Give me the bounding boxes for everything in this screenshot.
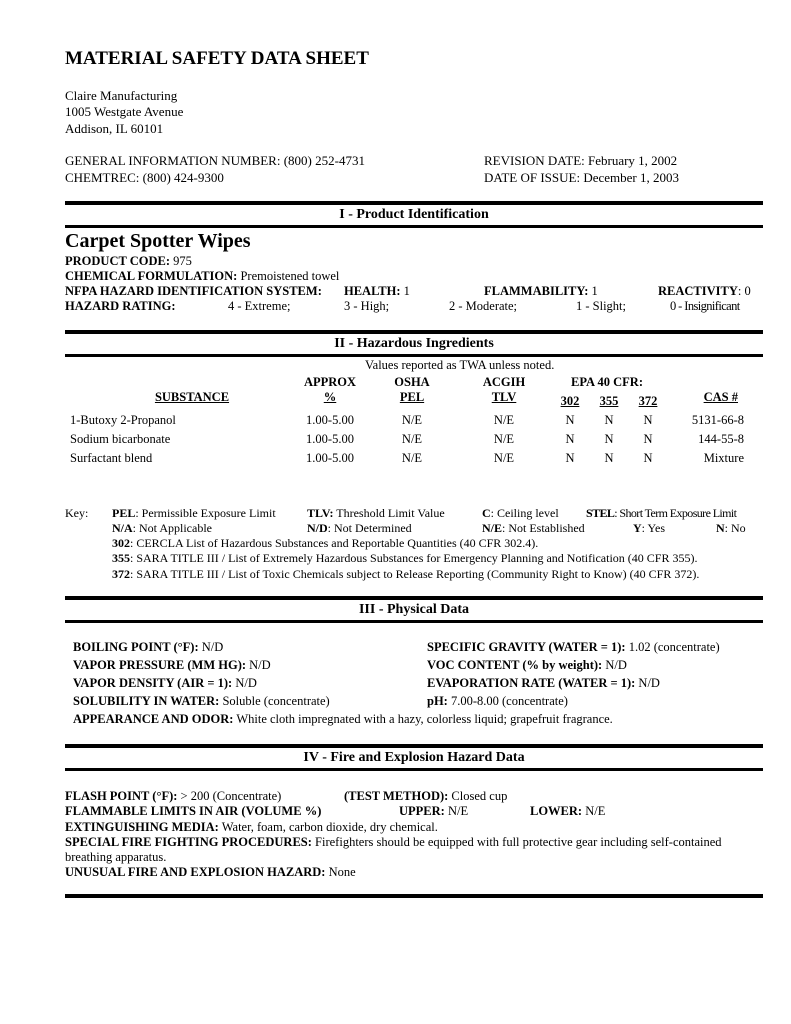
reactivity-value: : 0 — [737, 284, 751, 298]
product-code-label: PRODUCT CODE: — [65, 254, 170, 268]
hazard-rating-extreme: 4 - Extreme; — [228, 299, 291, 313]
upper-limit — [399, 804, 468, 819]
appearance-label: APPEARANCE AND ODOR: — [73, 712, 234, 726]
row-substance: 1-Butoxy 2-Propanol — [70, 413, 176, 427]
key-na-abbr: N/A — [112, 521, 133, 535]
flash-point — [65, 789, 281, 804]
revision-date: REVISION DATE: February 1, 2002 — [484, 153, 678, 168]
section-divider — [65, 620, 763, 623]
lower-limit — [530, 804, 605, 819]
company-city: Addison, IL 60101 — [65, 121, 164, 136]
row-approx: 1.00-5.00 — [306, 413, 354, 427]
twa-note: Values reported as TWA unless noted. — [365, 358, 555, 372]
row-302: N — [565, 451, 575, 465]
document-title: MATERIAL SAFETY DATA SHEET — [65, 48, 369, 69]
key-c-abbr: C — [482, 506, 491, 520]
special-procedures-continued: breathing apparatus. — [65, 850, 167, 864]
row-approx: 1.00-5.00 — [306, 432, 354, 446]
row-302: N — [565, 432, 575, 446]
row-acgih: N/E — [493, 451, 515, 465]
date-of-issue: DATE OF ISSUE: December 1, 2003 — [484, 170, 679, 185]
flammability-value: 1 — [591, 284, 598, 298]
key-y-text: : Yes — [641, 521, 666, 535]
key-355 — [112, 551, 697, 566]
key-n-abbr: N — [716, 521, 725, 535]
ph-label: pH: — [427, 694, 448, 708]
extinguishing-media — [65, 820, 438, 835]
flash-point-value: > 200 (Concentrate) — [177, 789, 282, 803]
formulation-label: CHEMICAL FORMULATION: — [65, 269, 238, 283]
lower-limit-value: N/E — [582, 804, 606, 818]
vapor-pressure-label: VAPOR PRESSURE (MM HG): — [73, 658, 247, 672]
general-info-number: GENERAL INFORMATION NUMBER: (800) 252-4731 — [65, 153, 365, 168]
voc-content — [427, 658, 627, 673]
hazard-rating-moderate: 2 - Moderate; — [449, 299, 518, 313]
key-no — [716, 521, 746, 536]
section-divider — [65, 201, 763, 205]
evaporation-rate-label: EVAPORATION RATE (WATER = 1): — [427, 676, 636, 690]
section-heading-product-identification: I - Product Identification — [339, 207, 489, 222]
row-cas: 5131-66-8 — [691, 413, 744, 427]
key-tlv-abbr: TLV: — [307, 506, 334, 520]
row-substance: Surfactant blend — [70, 451, 153, 465]
key-ceiling — [482, 506, 559, 521]
row-355: N — [604, 432, 614, 446]
specific-gravity-value: 1.02 (concentrate) — [625, 640, 720, 654]
test-method-value: Closed cup — [448, 789, 508, 803]
solubility-label: SOLUBILITY IN WATER: — [73, 694, 220, 708]
key-355-abbr: 355 — [112, 551, 130, 565]
test-method-label: (TEST METHOD): — [344, 789, 449, 803]
key-302-text: : CERCLA List of Hazardous Substances and Reportable Quantities (40 CFR 302.4). — [130, 536, 539, 550]
key-c-text: : Ceiling level — [490, 506, 559, 520]
health-value: 1 — [403, 284, 410, 298]
row-372: N — [643, 413, 653, 427]
section-heading-physical-data: III - Physical Data — [358, 602, 470, 617]
section-divider — [65, 768, 763, 771]
header-osha: OSHA — [394, 375, 430, 389]
product-name: Carpet Spotter Wipes — [65, 230, 251, 252]
key-372-abbr: 372 — [112, 567, 130, 581]
hazard-rating-insignificant: 0 - Insignificant — [670, 299, 740, 313]
boiling-point — [73, 640, 223, 655]
row-302: N — [565, 413, 575, 427]
section-divider — [65, 596, 763, 600]
header-cas: CAS # — [703, 390, 738, 404]
appearance-value: White cloth impregnated with a hazy, colorless liquid; grapefruit fragrance. — [233, 712, 613, 726]
row-acgih: N/E — [493, 432, 515, 446]
key-label: Key: — [65, 506, 89, 520]
chemtrec-number: CHEMTREC: (800) 424-9300 — [65, 170, 224, 185]
header-substance: SUBSTANCE — [154, 390, 230, 404]
key-yes — [633, 521, 665, 536]
evaporation-rate-value: N/D — [635, 676, 660, 690]
key-372-text: : SARA TITLE III / List of Toxic Chemicals subject to Release Reporting (Community Right to Know) (40 CFR 372). — [130, 567, 700, 581]
company-street: 1005 Westgate Avenue — [65, 104, 184, 119]
health-rating — [344, 284, 410, 299]
key-n-text: : No — [724, 521, 746, 535]
product-code-value: 975 — [173, 254, 192, 268]
row-osha: N/E — [401, 451, 423, 465]
header-epa-372: 372 — [638, 394, 658, 408]
row-372: N — [643, 432, 653, 446]
special-procedures-value: Firefighters should be equipped with full protective gear including self-contained — [311, 835, 722, 849]
product-code-line — [65, 254, 192, 269]
section-heading-hazardous-ingredients: II - Hazardous Ingredients — [334, 336, 494, 351]
key-302 — [112, 536, 538, 551]
solubility — [73, 694, 330, 709]
upper-limit-value: N/E — [444, 804, 469, 818]
lower-limit-label: LOWER: — [530, 804, 583, 818]
row-355: N — [604, 451, 614, 465]
row-osha: N/E — [401, 413, 423, 427]
section-divider — [65, 894, 763, 898]
row-cas: Mixture — [703, 451, 744, 465]
ph-text: 7.00-8.00 (concentrate) — [447, 694, 568, 708]
vapor-density-value: N/D — [232, 676, 257, 690]
row-372: N — [643, 451, 653, 465]
specific-gravity — [427, 640, 720, 655]
key-pel-text: : Permissible Exposure Limit — [135, 506, 276, 520]
vapor-pressure — [73, 658, 271, 673]
row-substance: Sodium bicarbonate — [70, 432, 171, 446]
key-nd-abbr: N/D — [307, 521, 328, 535]
row-355: N — [604, 413, 614, 427]
key-stel — [586, 506, 736, 521]
key-stel-text: : Short Term Exposure Limit — [614, 506, 737, 520]
extinguishing-media-value: Water, foam, carbon dioxide, dry chemical. — [218, 820, 438, 834]
upper-limit-label: UPPER: — [399, 804, 445, 818]
reactivity-rating — [658, 284, 751, 299]
key-nd-text: : Not Determined — [327, 521, 412, 535]
unusual-hazard-value: None — [325, 865, 356, 879]
vapor-pressure-value: N/D — [246, 658, 271, 672]
hazard-rating-slight: 1 - Slight; — [576, 299, 627, 313]
hazard-rating-label: HAZARD RATING: — [65, 299, 176, 313]
key-tlv — [307, 506, 445, 521]
flammability-rating — [484, 284, 598, 299]
key-ne-abbr: N/E — [482, 521, 503, 535]
header-osha-pel: PEL — [399, 390, 425, 404]
extinguishing-media-label: EXTINGUISHING MEDIA: — [65, 820, 219, 834]
row-acgih: N/E — [493, 413, 515, 427]
formulation-value: Premoistened towel — [240, 269, 340, 283]
section-divider — [65, 225, 763, 228]
key-nd — [307, 521, 412, 536]
header-acgih: ACGIH — [482, 375, 526, 389]
key-y-abbr: Y — [633, 521, 642, 535]
key-302-abbr: 302 — [112, 536, 130, 550]
vapor-density-label: VAPOR DENSITY (AIR = 1): — [73, 676, 233, 690]
key-pel-abbr: PEL — [112, 506, 136, 520]
header-epa-355: 355 — [599, 394, 619, 408]
flammable-limits-label: FLAMMABLE LIMITS IN AIR (VOLUME %) — [65, 804, 322, 818]
vapor-density — [73, 676, 257, 691]
appearance-odor — [73, 712, 613, 727]
voc-content-value: N/D — [602, 658, 627, 672]
solubility-value: Soluble (concentrate) — [219, 694, 330, 708]
header-acgih-tlv: TLV — [491, 390, 517, 404]
section-heading-fire-explosion: IV - Fire and Explosion Hazard Data — [303, 750, 525, 765]
boiling-point-label: BOILING POINT (°F): — [73, 640, 199, 654]
company-name: Claire Manufacturing — [65, 88, 178, 103]
key-355-text: : SARA TITLE III / List of Extremely Hazardous Substances for Emergency Planning and Notification (40 CFR 355). — [130, 551, 698, 565]
nfpa-label: NFPA HAZARD IDENTIFICATION SYSTEM: — [65, 284, 322, 298]
section-divider — [65, 744, 763, 748]
hazard-rating-high: 3 - High; — [344, 299, 390, 313]
section-divider — [65, 354, 763, 357]
key-ne — [482, 521, 585, 536]
header-approx-percent: % — [323, 390, 337, 404]
key-pel — [112, 506, 276, 521]
unusual-hazard-label: UNUSUAL FIRE AND EXPLOSION HAZARD: — [65, 865, 326, 879]
health-label: HEALTH: — [344, 284, 401, 298]
flammability-label: FLAMMABILITY: — [484, 284, 589, 298]
row-cas: 144-55-8 — [698, 432, 744, 446]
key-na — [112, 521, 212, 536]
key-na-text: : Not Applicable — [132, 521, 212, 535]
section-divider — [65, 330, 763, 334]
key-ne-text: : Not Established — [502, 521, 585, 535]
key-stel-abbr: STEL — [586, 506, 615, 520]
flash-point-label: FLASH POINT (°F): — [65, 789, 178, 803]
header-epa: EPA 40 CFR: — [571, 375, 643, 389]
key-tlv-text: Threshold Limit Value — [333, 506, 445, 520]
row-osha: N/E — [401, 432, 423, 446]
header-approx: APPROX — [303, 375, 357, 389]
chemical-formulation-line — [65, 269, 339, 284]
header-epa-302: 302 — [560, 394, 580, 408]
special-procedures — [65, 835, 722, 850]
key-372 — [112, 567, 699, 582]
test-method — [344, 789, 507, 804]
ph-value — [427, 694, 568, 709]
voc-content-label: VOC CONTENT (% by weight): — [427, 658, 603, 672]
specific-gravity-label: SPECIFIC GRAVITY (WATER = 1): — [427, 640, 626, 654]
special-procedures-label: SPECIAL FIRE FIGHTING PROCEDURES: — [65, 835, 312, 849]
evaporation-rate — [427, 676, 660, 691]
unusual-hazard — [65, 865, 356, 880]
reactivity-label: REACTIVITY — [658, 284, 738, 298]
boiling-point-value: N/D — [198, 640, 224, 654]
row-approx: 1.00-5.00 — [306, 451, 354, 465]
